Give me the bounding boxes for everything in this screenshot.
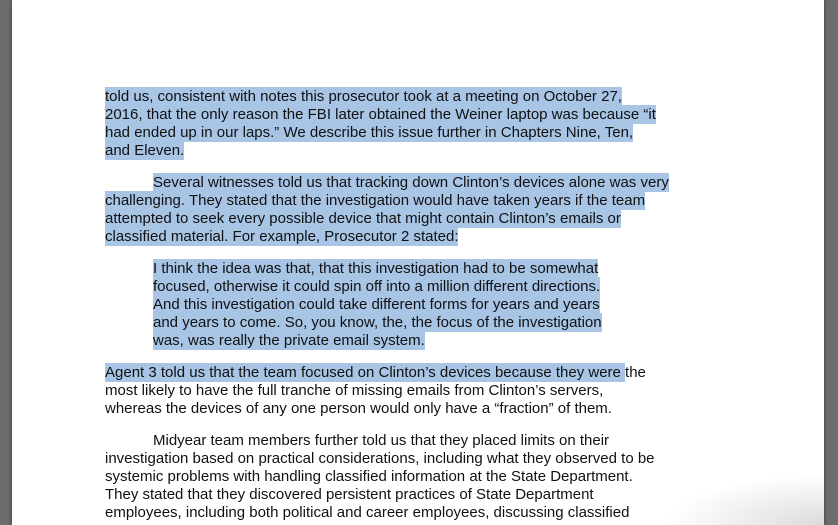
text-line xyxy=(105,382,603,400)
block-quote-line xyxy=(153,296,600,314)
selected-text[interactable]: attempted to seek every possible device that might contain Clinton’s emails or xyxy=(105,210,621,227)
block-quote-line xyxy=(153,260,598,278)
text-line xyxy=(105,228,458,246)
selected-text[interactable]: Several witnesses told us that tracking down Clinton’s devices alone was very xyxy=(153,174,669,191)
text-line xyxy=(105,364,646,382)
text: employees, including both political and career employees, discussing classified xyxy=(105,504,630,521)
selected-text[interactable]: and Eleven. xyxy=(105,142,185,159)
text-line xyxy=(105,450,655,468)
block-quote-line xyxy=(153,278,600,296)
block-quote-line xyxy=(153,332,425,350)
text-line xyxy=(105,468,633,486)
text-line xyxy=(105,486,594,504)
selected-text[interactable]: I think the idea was that, that this investigation had to be somewhat xyxy=(153,260,599,277)
selected-text[interactable]: and years to come. So, you know, the, the focus of the investigation xyxy=(153,314,602,331)
text: the xyxy=(625,364,646,381)
text-line xyxy=(105,504,629,522)
text: investigation based on practical considerations, including what they observed to be xyxy=(105,450,655,467)
text: most likely to have the full tranche of missing emails from Clinton’s servers, xyxy=(105,382,604,399)
text-line xyxy=(105,400,612,418)
selected-text[interactable]: focused, otherwise it could spin off into a million different directions. xyxy=(153,278,601,295)
text-line xyxy=(153,174,669,192)
selected-text[interactable]: had ended up in our laps.” We describe this issue further in Chapters Nine, Ten, xyxy=(105,124,634,141)
text: Midyear team members further told us that they placed limits on their xyxy=(153,432,610,449)
selected-text[interactable]: was, was really the private email system. xyxy=(153,332,425,349)
text-line xyxy=(105,106,656,124)
selected-text[interactable]: Agent 3 told us that the team focused on Clinton’s devices because they were xyxy=(105,364,626,381)
page-curl-shadow xyxy=(664,475,824,525)
text-line xyxy=(105,210,621,228)
text: systemic problems with handling classified information at the State Department. xyxy=(105,468,633,485)
block-quote-line xyxy=(153,314,602,332)
text: They stated that they discovered persistent practices of State Department xyxy=(105,486,594,503)
text: whereas the devices of any one person would only have a “fraction” of them. xyxy=(105,400,612,417)
text-line xyxy=(105,142,184,160)
selected-text[interactable]: And this investigation could take different forms for years and years xyxy=(153,296,600,313)
text-line xyxy=(105,124,633,142)
text-line xyxy=(105,192,645,210)
selected-text[interactable]: classified material. For example, Prosecutor 2 stated: xyxy=(105,228,459,245)
document-page xyxy=(12,0,824,525)
selected-text[interactable]: 2016, that the only reason the FBI later obtained the Weiner laptop was because “it xyxy=(105,106,656,123)
selected-text[interactable]: told us, consistent with notes this prosecutor took at a meeting on October 27, xyxy=(105,88,622,105)
selected-text[interactable]: challenging. They stated that the investigation would have taken years if the team xyxy=(105,192,646,209)
text-line xyxy=(105,88,622,106)
text-line xyxy=(153,432,609,450)
